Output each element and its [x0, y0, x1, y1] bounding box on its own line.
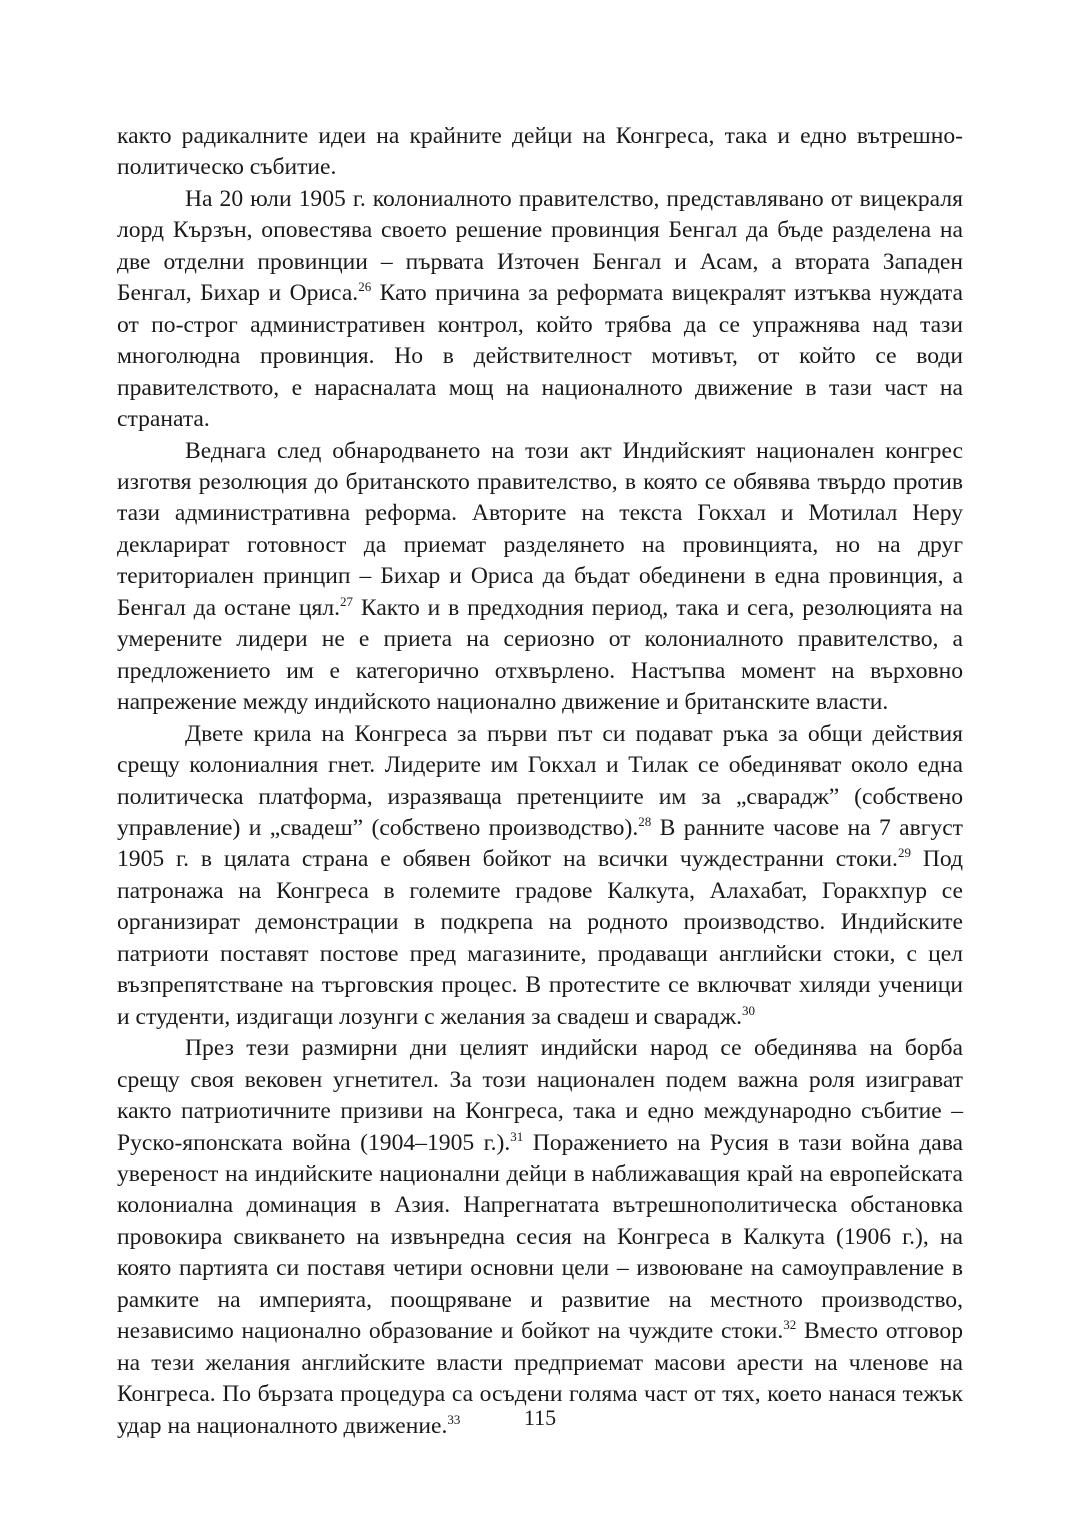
footnote-ref-27[interactable]: 27 [340, 593, 354, 609]
paragraph-5-text: През тези размирни дни целият индийски народ се обединява на борба срещу своя вековен угнетител. За този национален подем важна роля изиграват както патриотичните призиви на Конгреса, така и едно международно събитие – Руско-японската война (1904–1905 г.). [117, 1035, 963, 1156]
footnote-ref-33[interactable]: 33 [447, 1411, 461, 1427]
paragraph-3-text: Веднага след обнародването на този акт Индийският национален конгрес изготвя резолюция до британското правителство, в която се обявява твърдо против тази административна реформа. Авторите на текста Гокхал и Мотилал Неру декларират готовност да приемат разделянето на провинцията, но на друг териториален принцип – Бихар и Ориса да бъдат обединени в една провинция, а Бенгал да остане цял. [117, 437, 963, 621]
paragraph-3 [117, 436, 963, 719]
paragraph-3-tail: Както и в предходния период, така и сега, резолюцията на умерените лидери не е приета на сериозно от колониалното правителство, а предложението им е категорично отхвърлено. Настъпва момент на върховно напрежение между индийското национално движение и британските власти. [117, 594, 963, 716]
paragraph-2-text: На 20 юли 1905 г. колониалното правителство, представлявано от вицекраля лорд Кързън, оповестява своето решение провинция Бенгал да бъде разделена на две отделни провинции – първата Източен Бенгал и Асам, а втората Западен Бенгал, Бихар и Ориса. [117, 185, 963, 307]
footnote-ref-26[interactable]: 26 [358, 279, 372, 295]
footnote-ref-30[interactable]: 30 [742, 1002, 756, 1018]
footnote-ref-31[interactable]: 31 [510, 1128, 524, 1144]
paragraph-4-text: Двете крила на Конгреса за първи път си подават ръка за общи действия срещу колониалния гнет. Лидерите им Гокхал и Тилак се обединяват около една политическа платформа, изразяваща претенциите им за „сварадж” (собствено управление) и „свадеш” (собствено производство). [117, 720, 963, 841]
paragraph-1-text: както радикалните идеи на крайните дейци на Конгреса, така и едно вътрешно-политическо събитие. [117, 123, 963, 181]
paragraph-5-tail-2: Вместо отговор на тези желания английските власти предприемат масови арести на членове на Конгреса. По бързата процедура са осъдени голяма част от тях, което нанася тежък удар на националното движение. [117, 1318, 963, 1439]
paragraph-4-tail: В ранните часове на 7 август 1905 г. в цялата страна е обявен бойкот на всички чуждестранни стоки. [117, 814, 963, 873]
page-number: 115 [523, 1405, 557, 1430]
footnote-ref-29[interactable]: 29 [897, 845, 911, 861]
paragraph-5-tail: Поражението на Русия в тази война дава увереност на индийските национални дейци в наближаващия край на европейската колониална доминация в Азия. Напрегнатата вътрешнополитическа обстановка провокира свикването на извънредна сесия на Конгреса в Калкута (1906 г.), на която партията си поставя четири основни цели – извоюване на самоуправление в рамките на империята, поощряване и развитие на местното производство, независимо национално образование и бойкот на чуждите стоки. [117, 1129, 963, 1345]
paragraph-5 [117, 1033, 963, 1442]
footnote-ref-32[interactable]: 32 [783, 1317, 797, 1333]
paragraph-4 [117, 719, 963, 1034]
paragraph-1 [117, 121, 963, 184]
body-text [117, 121, 963, 1442]
paragraph-2 [117, 184, 963, 436]
paragraph-2-tail: Като причина за реформата вицекралят изтъква нуждата от по-строг административен контрол, който трябва да се упражнява над тази многолюдна провинция. Но в действителност мотивът, от който се води правителството, е нарасналата мощ на националното движение в тази част на страната. [117, 280, 963, 433]
footnote-ref-28[interactable]: 28 [638, 813, 652, 829]
paragraph-4-tail-2: Под патронажа на Конгреса в големите градове Калкута, Алахабат, Горакхпур се организират демонстрации в подкрепа на родното производство. Индийските патриоти поставят постове пред магазините, продаващи английски стоки, с цел възпрепятстване на търговския процес. В протестите се включват хиляди ученици и студенти, издигащи лозунги с желания за свадеш и сварадж. [117, 846, 963, 1030]
